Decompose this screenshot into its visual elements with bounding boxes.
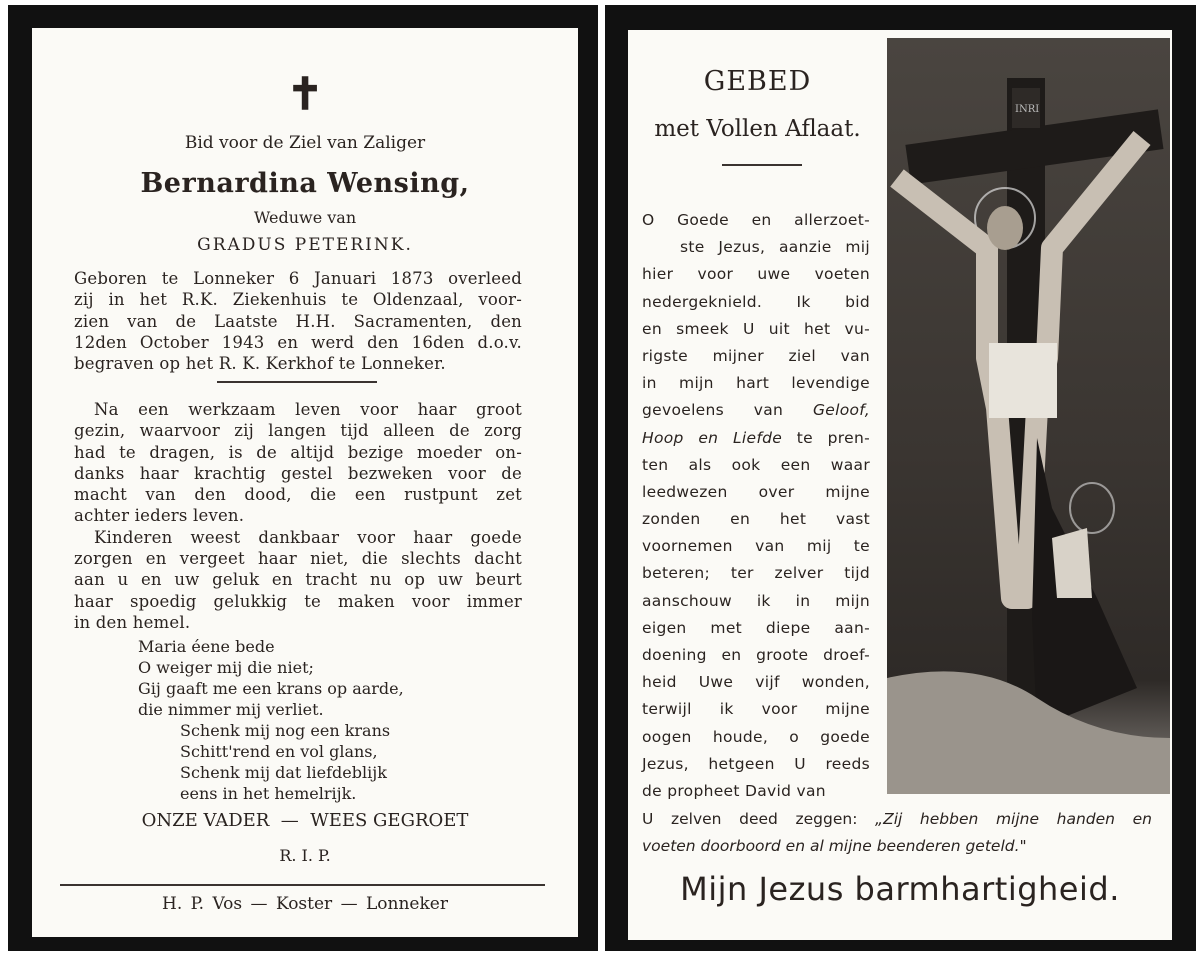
text-line: begraven op het R. K. Kerkhof te Lonneker. — [74, 354, 446, 374]
italic-text: Hoop en Liefde — [642, 428, 783, 447]
text-line — [642, 751, 870, 778]
text-line — [642, 234, 870, 261]
text-line: achter ieders leven. — [74, 506, 245, 526]
text-segment: gevoelens van — [642, 401, 813, 420]
text-line — [642, 669, 870, 696]
text-line: had te dragen, is de altijd bezige moeder on- — [74, 442, 522, 462]
text-segment: Jezus, hetgeen U reeds — [642, 754, 870, 773]
text-line — [642, 261, 870, 288]
closing-invocation: Mijn Jezus barmhartigheid. — [680, 870, 1120, 908]
text-segment: ten als ook een waar — [642, 455, 870, 474]
poem — [138, 636, 404, 804]
text-line — [642, 642, 870, 669]
text-line — [642, 316, 870, 343]
prayer-title: GEBED — [703, 66, 812, 97]
text-line: zij in het R.K. Ziekenhuis te Oldenzaal, voor- — [74, 290, 522, 310]
text-line — [642, 479, 870, 506]
text-line — [642, 560, 870, 587]
rip-text: R. I. P. — [279, 846, 331, 865]
text-line: eens in het hemelrijk. — [180, 784, 357, 803]
text-line: O weiger mij die niet; — [138, 658, 314, 677]
text-segment: aanschouw ik in mijn — [642, 591, 870, 610]
text-line: aan u en uw geluk en tracht nu op uw beurt — [74, 570, 522, 590]
text-line — [642, 724, 870, 751]
text-line — [642, 397, 870, 424]
footer-divider — [60, 884, 545, 886]
text-line — [642, 588, 870, 615]
footer-text: H. P. Vos — Koster — Lonneker — [162, 894, 448, 914]
text-segment: beteren; ter zelver tijd — [642, 564, 870, 583]
text-segment: nedergeknield. Ik bid — [642, 292, 870, 311]
text-segment: zonden en het vast — [642, 510, 870, 529]
text-line: haar spoedig gelukkig te maken voor immer — [74, 591, 522, 611]
inri-label: INRI — [1015, 104, 1040, 115]
prayer-quote — [642, 806, 1152, 860]
text-line: 12den October 1943 en werd den 16den d.o.v. — [74, 332, 522, 352]
text-segment: terwijl ik voor mijne — [642, 700, 870, 719]
text-line — [642, 696, 870, 723]
text-segment: oogen houde, o goede — [642, 727, 870, 746]
italic-text: voeten doorboord en al mijne beenderen geteld." — [642, 837, 1027, 855]
text-segment: in mijn hart levendige — [642, 374, 870, 393]
text-segment: de propheet David van — [642, 781, 826, 800]
italic-text: „Zij hebben mijne handen en — [875, 810, 1152, 828]
husband-name: GRADUS PETERINK. — [197, 235, 413, 255]
text-segment: en smeek U uit het vu- — [642, 319, 870, 338]
text-line — [642, 833, 1152, 860]
divider — [722, 164, 802, 166]
prayers-line: ONZE VADER — WEES GEGROET — [141, 810, 469, 831]
text-line: Gij gaaft me een krans op aarde, — [138, 679, 404, 698]
text-line — [642, 778, 870, 805]
divider — [217, 381, 377, 383]
text-segment: voornemen van mij te — [642, 537, 870, 556]
italic-text: Geloof, — [812, 401, 870, 420]
deceased-name: Bernardina Wensing, — [140, 168, 470, 199]
text-line — [642, 425, 870, 452]
text-segment: leedwezen over mijne — [642, 482, 870, 501]
intro-text: Bid voor de Ziel van Zaliger — [184, 133, 426, 153]
eulogy-paragraph — [74, 399, 522, 633]
text-line: macht van den dood, die een rustpunt zet — [74, 485, 522, 505]
text-line — [642, 506, 870, 533]
text-segment: doening en groote droef- — [642, 646, 870, 664]
text-line: in den hemel. — [74, 612, 191, 632]
text-line: Na een werkzaam leven voor haar groot — [94, 400, 522, 419]
prayer-subtitle: met Vollen Aflaat. — [654, 116, 861, 142]
text-line: danks haar krachtig gestel bezweken voor de — [74, 463, 522, 483]
text-line: Schitt'rend en vol glans, — [180, 742, 378, 761]
text-line — [642, 533, 870, 560]
prayer-text — [642, 207, 870, 805]
text-segment: ste Jezus, aanzie mij — [680, 238, 870, 257]
text-line — [642, 452, 870, 479]
text-segment: U zelven deed zeggen: — [642, 810, 876, 828]
widow-label: Weduwe van — [253, 208, 357, 227]
text-line: Geboren te Lonneker 6 Januari 1873 overleed — [74, 269, 522, 288]
text-line: die nimmer mij verliet. — [138, 700, 324, 719]
text-line: Maria éene bede — [138, 637, 275, 656]
text-line — [642, 343, 870, 370]
text-line — [642, 289, 870, 316]
text-segment: O Goede en allerzoet- — [642, 211, 870, 229]
text-line: Kinderen weest dankbaar voor haar goede — [94, 527, 522, 547]
text-segment: hier voor uwe voeten — [642, 265, 870, 284]
text-segment: heid Uwe vijf wonden, — [642, 673, 870, 692]
text-line — [642, 207, 870, 234]
text-line — [642, 615, 870, 642]
text-line: Schenk mij nog een krans — [180, 721, 391, 740]
text-segment: te pren- — [782, 428, 870, 447]
text-line — [642, 806, 1152, 833]
text-segment: eigen met diepe aan- — [642, 618, 870, 637]
life-details-paragraph — [74, 268, 522, 374]
crucifix-illustration — [887, 38, 1170, 794]
text-line: zorgen en vergeet haar niet, die slechts dacht — [74, 549, 522, 569]
text-line: zien van de Laatste H.H. Sacramenten, den — [74, 311, 522, 331]
text-segment: rigste mijner ziel van — [642, 346, 870, 365]
text-line — [642, 370, 870, 397]
text-line: Schenk mij dat liefdeblijk — [180, 763, 387, 782]
crucifixion-image — [887, 38, 1170, 794]
text-line: gezin, waarvoor zij langen tijd alleen de zorg — [74, 421, 522, 441]
cross-icon: ✝ — [286, 69, 324, 120]
